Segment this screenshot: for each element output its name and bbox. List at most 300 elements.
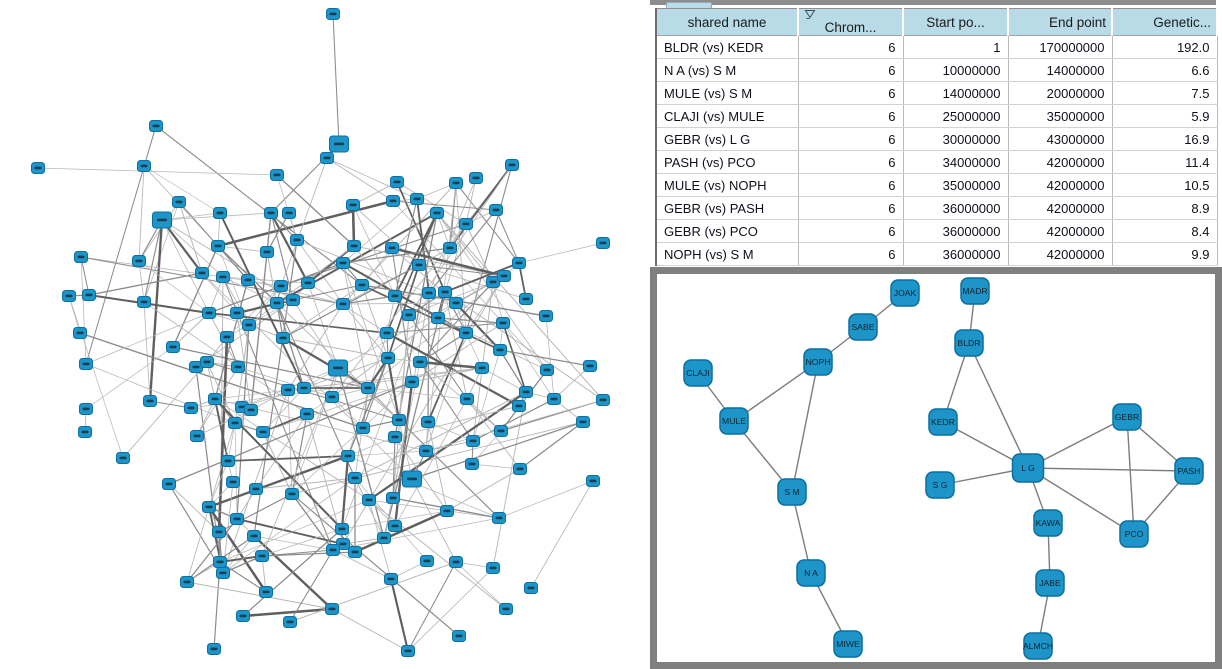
network-node[interactable] bbox=[74, 328, 87, 339]
table-cell: 1 bbox=[903, 36, 1008, 59]
network-node[interactable] bbox=[260, 587, 273, 598]
network-edge[interactable] bbox=[1127, 417, 1134, 534]
network-node[interactable] bbox=[387, 493, 400, 504]
network-node[interactable] bbox=[389, 521, 402, 532]
node-label bbox=[388, 578, 395, 581]
network-edge bbox=[218, 246, 267, 252]
network-node[interactable] bbox=[382, 353, 395, 364]
network-edge bbox=[332, 609, 408, 651]
network-node[interactable] bbox=[80, 404, 93, 415]
network-node[interactable] bbox=[441, 506, 454, 517]
network-node[interactable] bbox=[587, 476, 600, 487]
network-node[interactable] bbox=[173, 197, 186, 208]
network-node[interactable] bbox=[422, 417, 435, 428]
network-edge bbox=[500, 350, 526, 392]
network-node[interactable] bbox=[387, 196, 400, 207]
network-node[interactable] bbox=[381, 328, 394, 339]
table-row[interactable] bbox=[656, 59, 1217, 82]
network-node[interactable] bbox=[450, 178, 463, 189]
network-node[interactable] bbox=[500, 604, 513, 615]
network-node[interactable] bbox=[597, 395, 610, 406]
network-node[interactable] bbox=[256, 551, 269, 562]
table-cell: PASH (vs) PCO bbox=[656, 151, 798, 174]
table-cell: 6 bbox=[798, 82, 903, 105]
edge-table-panel bbox=[655, 8, 1218, 266]
network-node[interactable] bbox=[337, 258, 350, 269]
network-node[interactable] bbox=[301, 409, 314, 420]
table-cell: 42000000 bbox=[1008, 197, 1112, 220]
table-cell: 6 bbox=[798, 197, 903, 220]
network-node[interactable] bbox=[420, 446, 433, 457]
network-node[interactable] bbox=[461, 394, 474, 405]
network-node[interactable] bbox=[337, 299, 350, 310]
network-node[interactable] bbox=[413, 260, 426, 271]
network-node[interactable] bbox=[423, 288, 436, 299]
detail-network-background bbox=[657, 274, 1215, 662]
node-label bbox=[434, 212, 441, 215]
node-label bbox=[435, 317, 442, 320]
network-node[interactable] bbox=[347, 200, 360, 211]
node-label bbox=[170, 346, 177, 349]
network-node[interactable] bbox=[212, 241, 225, 252]
node-label: PCO bbox=[1124, 529, 1144, 539]
network-node[interactable] bbox=[271, 298, 284, 309]
network-node[interactable] bbox=[302, 278, 315, 289]
node-label: KAWA bbox=[1035, 518, 1061, 528]
network-node[interactable] bbox=[1034, 510, 1062, 536]
network-node[interactable] bbox=[493, 513, 506, 524]
network-node[interactable] bbox=[1036, 570, 1064, 596]
network-node[interactable] bbox=[243, 320, 256, 331]
network-node[interactable] bbox=[406, 377, 419, 388]
network-node[interactable] bbox=[385, 574, 398, 585]
network-edge bbox=[519, 243, 603, 263]
node-label bbox=[463, 223, 470, 226]
node-label: SABE bbox=[851, 322, 875, 332]
network-node[interactable] bbox=[227, 477, 240, 488]
network-edge bbox=[496, 210, 519, 263]
network-node[interactable] bbox=[133, 256, 146, 267]
node-label bbox=[199, 272, 206, 275]
node-label bbox=[66, 295, 73, 298]
table-row[interactable] bbox=[656, 174, 1217, 197]
node-label bbox=[304, 413, 311, 416]
network-node[interactable] bbox=[411, 194, 424, 205]
node-label bbox=[136, 260, 143, 263]
node-label bbox=[456, 635, 463, 638]
network-node[interactable] bbox=[326, 392, 339, 403]
node-label bbox=[414, 198, 421, 201]
node-label bbox=[333, 367, 343, 370]
network-node[interactable] bbox=[432, 313, 445, 324]
table-cell: 25000000 bbox=[903, 105, 1008, 128]
network-node[interactable] bbox=[490, 205, 503, 216]
node-label bbox=[416, 264, 423, 267]
network-node[interactable] bbox=[548, 394, 561, 405]
table-row[interactable] bbox=[656, 220, 1217, 243]
node-label bbox=[340, 303, 347, 306]
node-label: BLDR bbox=[957, 338, 981, 348]
network-node[interactable] bbox=[271, 170, 284, 181]
node-label bbox=[580, 421, 587, 424]
network-node[interactable] bbox=[955, 330, 983, 356]
network-node[interactable] bbox=[541, 365, 554, 376]
network-edge[interactable] bbox=[1028, 468, 1189, 471]
network-node[interactable] bbox=[393, 415, 406, 426]
network-node[interactable] bbox=[348, 241, 361, 252]
network-node[interactable] bbox=[153, 212, 172, 228]
network-node[interactable] bbox=[248, 531, 261, 542]
node-label bbox=[447, 247, 454, 250]
node-label bbox=[206, 312, 213, 315]
network-node[interactable] bbox=[209, 394, 222, 405]
network-node[interactable] bbox=[513, 258, 526, 269]
network-node[interactable] bbox=[386, 243, 399, 254]
network-node[interactable] bbox=[378, 533, 391, 544]
network-edge bbox=[333, 518, 499, 550]
network-node[interactable] bbox=[362, 383, 375, 394]
column-header-start-position[interactable] bbox=[903, 9, 1008, 36]
network-edge bbox=[333, 14, 339, 144]
node-label bbox=[274, 174, 281, 177]
network-node[interactable] bbox=[327, 9, 340, 20]
network-node[interactable] bbox=[403, 471, 422, 487]
table-row[interactable] bbox=[656, 151, 1217, 174]
network-node[interactable] bbox=[327, 545, 340, 556]
table-cell: 42000000 bbox=[1008, 151, 1112, 174]
network-node[interactable] bbox=[222, 456, 235, 467]
table-cell: 10.5 bbox=[1112, 174, 1217, 197]
network-node[interactable] bbox=[231, 308, 244, 319]
network-node[interactable] bbox=[778, 479, 806, 505]
network-node[interactable] bbox=[804, 349, 832, 375]
network-node[interactable] bbox=[720, 408, 748, 434]
network-node[interactable] bbox=[221, 332, 234, 343]
node-label bbox=[444, 510, 451, 513]
node-label bbox=[501, 275, 508, 278]
node-label bbox=[490, 567, 497, 570]
table-cell: GEBR (vs) PASH bbox=[656, 197, 798, 220]
node-label bbox=[503, 608, 510, 611]
network-node[interactable] bbox=[242, 275, 255, 286]
node-label bbox=[290, 299, 297, 302]
network-node[interactable] bbox=[1120, 521, 1148, 547]
network-node[interactable] bbox=[929, 409, 957, 435]
network-node[interactable] bbox=[514, 464, 527, 475]
node-label bbox=[351, 245, 358, 248]
network-node[interactable] bbox=[497, 318, 510, 329]
table-row[interactable] bbox=[656, 197, 1217, 220]
network-node[interactable] bbox=[32, 163, 45, 174]
network-node[interactable] bbox=[191, 431, 204, 442]
network-node[interactable] bbox=[257, 427, 270, 438]
network-node[interactable] bbox=[391, 177, 404, 188]
network-node[interactable] bbox=[80, 359, 93, 370]
node-label bbox=[330, 13, 337, 16]
node-label: MIWE bbox=[836, 639, 860, 649]
network-node[interactable] bbox=[684, 360, 712, 386]
network-node[interactable] bbox=[525, 583, 538, 594]
node-label bbox=[217, 212, 224, 215]
network-node[interactable] bbox=[217, 568, 230, 579]
network-node[interactable] bbox=[926, 472, 954, 498]
node-label bbox=[268, 212, 275, 215]
network-node[interactable] bbox=[421, 556, 434, 567]
network-node[interactable] bbox=[439, 287, 452, 298]
network-edge bbox=[144, 302, 150, 401]
network-node[interactable] bbox=[520, 387, 533, 398]
network-edge bbox=[493, 392, 526, 568]
network-node[interactable] bbox=[849, 314, 877, 340]
network-node[interactable] bbox=[326, 604, 339, 615]
network-node[interactable] bbox=[265, 208, 278, 219]
network-edge[interactable] bbox=[792, 362, 818, 492]
table-cell: MULE (vs) NOPH bbox=[656, 174, 798, 197]
table-row[interactable] bbox=[656, 105, 1217, 128]
node-label bbox=[286, 212, 293, 215]
network-edge bbox=[353, 205, 354, 246]
network-node[interactable] bbox=[467, 436, 480, 447]
network-node[interactable] bbox=[213, 527, 226, 538]
node-label bbox=[464, 398, 471, 401]
network-node[interactable] bbox=[283, 208, 296, 219]
network-node[interactable] bbox=[520, 294, 533, 305]
network-node[interactable] bbox=[498, 271, 511, 282]
table-cell: MULE (vs) S M bbox=[656, 82, 798, 105]
table-cell: 6.6 bbox=[1112, 59, 1217, 82]
network-node[interactable] bbox=[83, 290, 96, 301]
network-node[interactable] bbox=[196, 268, 209, 279]
node-label bbox=[600, 399, 607, 402]
network-node[interactable] bbox=[232, 362, 245, 373]
network-node[interactable] bbox=[117, 453, 130, 464]
network-node[interactable] bbox=[1023, 633, 1053, 659]
network-node[interactable] bbox=[63, 291, 76, 302]
network-node[interactable] bbox=[284, 617, 297, 628]
table-row[interactable] bbox=[656, 36, 1217, 59]
node-label bbox=[86, 294, 93, 297]
network-node[interactable] bbox=[282, 385, 295, 396]
node-label: JABE bbox=[1039, 578, 1061, 588]
table-row[interactable] bbox=[656, 82, 1217, 105]
node-label bbox=[423, 450, 430, 453]
network-edge bbox=[238, 367, 304, 388]
node-label bbox=[301, 387, 308, 390]
network-node[interactable] bbox=[349, 547, 362, 558]
node-label bbox=[426, 292, 433, 295]
network-node[interactable] bbox=[330, 136, 349, 152]
node-label bbox=[330, 549, 337, 552]
table-cell: BLDR (vs) KEDR bbox=[656, 36, 798, 59]
node-label bbox=[274, 302, 281, 305]
network-node[interactable] bbox=[357, 423, 370, 434]
node-label: L G bbox=[1021, 463, 1035, 473]
table-cell: 7.5 bbox=[1112, 82, 1217, 105]
network-node[interactable] bbox=[389, 291, 402, 302]
node-label bbox=[417, 361, 424, 364]
node-label: CLAJI bbox=[686, 368, 710, 378]
network-node[interactable] bbox=[163, 479, 176, 490]
network-node[interactable] bbox=[597, 238, 610, 249]
network-node[interactable] bbox=[450, 557, 463, 568]
network-node[interactable] bbox=[356, 280, 369, 291]
network-edge[interactable] bbox=[969, 343, 1028, 468]
network-node[interactable] bbox=[389, 432, 402, 443]
network-node[interactable] bbox=[298, 383, 311, 394]
network-node[interactable] bbox=[540, 311, 553, 322]
detail-network-panel bbox=[650, 267, 1222, 669]
table-cell: 10000000 bbox=[903, 59, 1008, 82]
network-node[interactable] bbox=[891, 280, 919, 306]
network-node[interactable] bbox=[75, 252, 88, 263]
network-node[interactable] bbox=[203, 502, 216, 513]
network-node[interactable] bbox=[286, 489, 299, 500]
network-node[interactable] bbox=[494, 345, 507, 356]
node-label bbox=[141, 165, 148, 168]
network-node[interactable] bbox=[208, 644, 221, 655]
node-label bbox=[392, 525, 399, 528]
node-label bbox=[260, 431, 267, 434]
network-node[interactable] bbox=[402, 646, 415, 657]
network-node[interactable] bbox=[444, 243, 457, 254]
node-label bbox=[188, 407, 195, 410]
network-node[interactable] bbox=[495, 426, 508, 437]
node-label bbox=[278, 285, 285, 288]
network-node[interactable] bbox=[460, 219, 473, 230]
network-node[interactable] bbox=[231, 514, 244, 525]
network-edge bbox=[500, 350, 590, 366]
network-node[interactable] bbox=[250, 484, 263, 495]
network-node[interactable] bbox=[214, 208, 227, 219]
node-label bbox=[157, 219, 167, 222]
node-label bbox=[590, 480, 597, 483]
network-node[interactable] bbox=[150, 121, 163, 132]
table-cell: 14000000 bbox=[1008, 59, 1112, 82]
network-edge bbox=[546, 316, 554, 399]
network-node[interactable] bbox=[201, 357, 214, 368]
column-header-genetic[interactable] bbox=[1112, 9, 1217, 36]
node-label bbox=[405, 650, 412, 653]
table-cell: GEBR (vs) L G bbox=[656, 128, 798, 151]
node-label bbox=[289, 493, 296, 496]
node-label bbox=[496, 517, 503, 520]
network-edge bbox=[355, 511, 447, 552]
network-node[interactable] bbox=[181, 577, 194, 588]
network-node[interactable] bbox=[342, 451, 355, 462]
node-label: S M bbox=[784, 487, 800, 497]
network-edge bbox=[173, 246, 218, 347]
node-label bbox=[194, 435, 201, 438]
network-edge bbox=[493, 282, 503, 323]
column-header-end-point[interactable] bbox=[1008, 9, 1112, 36]
node-label bbox=[305, 282, 312, 285]
network-node[interactable] bbox=[487, 563, 500, 574]
table-row[interactable] bbox=[656, 128, 1217, 151]
network-node[interactable] bbox=[287, 295, 300, 306]
network-node[interactable] bbox=[1013, 454, 1044, 482]
network-node[interactable] bbox=[217, 272, 230, 283]
node-label bbox=[212, 398, 219, 401]
detail-network-canvas[interactable] bbox=[657, 274, 1215, 662]
network-node[interactable] bbox=[329, 360, 348, 376]
network-node[interactable] bbox=[431, 208, 444, 219]
table-cell: 14000000 bbox=[903, 82, 1008, 105]
column-header-chromosome[interactable] bbox=[798, 9, 903, 36]
network-node[interactable] bbox=[513, 401, 526, 412]
network-edge bbox=[531, 481, 593, 588]
node-label bbox=[359, 284, 366, 287]
network-node[interactable] bbox=[466, 459, 479, 470]
network-node[interactable] bbox=[214, 557, 227, 568]
node-label bbox=[334, 143, 344, 146]
network-node[interactable] bbox=[453, 631, 466, 642]
network-node[interactable] bbox=[476, 363, 489, 374]
network-node[interactable] bbox=[363, 495, 376, 506]
network-node[interactable] bbox=[203, 308, 216, 319]
network-node[interactable] bbox=[450, 298, 463, 309]
network-edge bbox=[139, 261, 144, 302]
network-node[interactable] bbox=[1175, 458, 1203, 484]
node-label bbox=[352, 551, 359, 554]
node-label bbox=[285, 389, 292, 392]
network-node[interactable] bbox=[336, 524, 349, 535]
node-label bbox=[453, 302, 460, 305]
network-node[interactable] bbox=[237, 611, 250, 622]
network-node[interactable] bbox=[403, 310, 416, 321]
network-node[interactable] bbox=[229, 418, 242, 429]
network-node[interactable] bbox=[1113, 404, 1141, 430]
network-node[interactable] bbox=[349, 473, 362, 484]
network-node[interactable] bbox=[470, 173, 483, 184]
network-node[interactable] bbox=[291, 235, 304, 246]
network-node[interactable] bbox=[414, 357, 427, 368]
node-label bbox=[544, 369, 551, 372]
network-edge bbox=[235, 423, 237, 519]
network-node[interactable] bbox=[144, 396, 157, 407]
network-node[interactable] bbox=[506, 160, 519, 171]
network-node[interactable] bbox=[138, 161, 151, 172]
node-label bbox=[230, 481, 237, 484]
network-node[interactable] bbox=[834, 631, 862, 657]
node-label bbox=[365, 387, 372, 390]
network-node[interactable] bbox=[167, 342, 180, 353]
column-header-shared-name[interactable] bbox=[656, 9, 798, 36]
network-node[interactable] bbox=[261, 247, 274, 258]
network-node[interactable] bbox=[460, 328, 473, 339]
table-row[interactable] bbox=[656, 243, 1217, 266]
network-node[interactable] bbox=[245, 405, 258, 416]
network-node[interactable] bbox=[138, 297, 151, 308]
network-edge bbox=[327, 158, 393, 201]
table-cell: 30000000 bbox=[903, 128, 1008, 151]
network-node[interactable] bbox=[185, 403, 198, 414]
network-node[interactable] bbox=[275, 281, 288, 292]
node-label bbox=[246, 324, 253, 327]
node-label bbox=[78, 256, 85, 259]
table-cell: 6 bbox=[798, 59, 903, 82]
network-node[interactable] bbox=[577, 417, 590, 428]
network-node[interactable] bbox=[321, 153, 334, 164]
network-node[interactable] bbox=[797, 560, 825, 586]
node-label bbox=[324, 157, 331, 160]
network-node[interactable] bbox=[79, 427, 92, 438]
network-node[interactable] bbox=[277, 333, 290, 344]
node-label bbox=[551, 398, 558, 401]
network-edge bbox=[408, 562, 456, 651]
table-cell: 36000000 bbox=[903, 243, 1008, 266]
network-node[interactable] bbox=[961, 278, 989, 304]
network-node[interactable] bbox=[584, 361, 597, 372]
